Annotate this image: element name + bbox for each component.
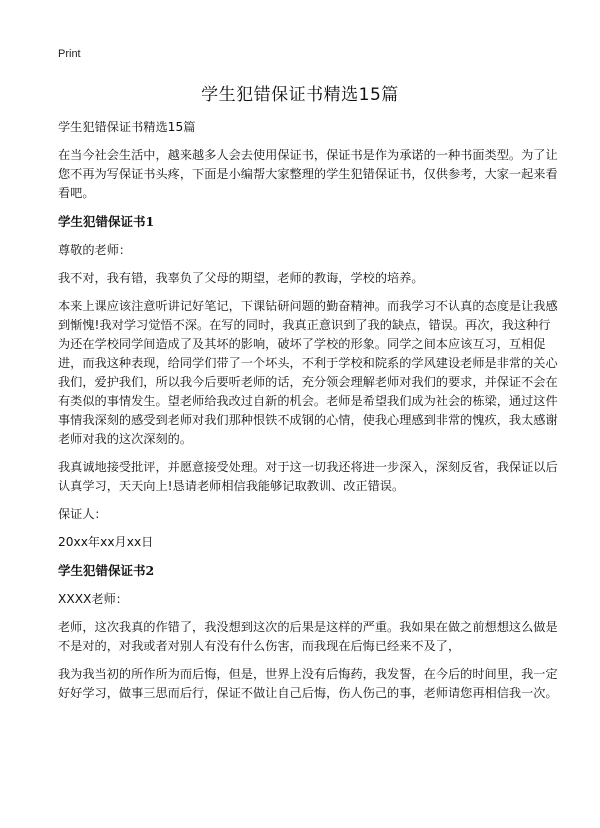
print-label[interactable]: Print [58,48,81,60]
page-title: 学生犯错保证书精选15篇 [201,85,399,105]
section-2-paragraph-2: 我为我当初的所作所为而后悔，但是，世界上没有后悔药，我发誓，在今后的时间里，我一定好好学习，做事三思而后行，保证不做让自己后悔，伤人伤己的事，老师请您再相信我一次。 [58,667,558,700]
intro-paragraph: 在当今社会生活中，越来越多人会去使用保证书，保证书是作为承诺的一种书面类型。为了让您不再为写保证书头疼，下面是小编帮大家整理的学生犯错保证书，仅供参考，大家一起来看看吧。 [58,148,558,200]
section-1-paragraph-3: 我真诚地接受批评，并愿意接受处理。对于这一切我还将进一步深入，深刻反省，我保证以后认真学习，天天向上!恳请老师相信我能够记取教训、改正错误。 [58,460,558,493]
document-body [58,118,558,712]
doc-subtitle: 学生犯错保证书精选15篇 [58,120,196,134]
section-1-paragraph-2: 本来上课应该注意听讲记好笔记，下课钻研问题的勤奋精神。而我学习不认真的态度是让我感到惭愧!我对学习觉悟不深。在写的同时，我真正意识到了我的缺点，错误。再次，我这种行为还在学校同学间造成了及其坏的影响，破坏了学校的形象。同学之间本应该互习，互相促进，而我这种表现，给同学们带了一个坏头，不利于学校和院系的学风建设老师是非常的关心我们，爱护我们，所以我今后要听老师的话，充分领会理解老师对我们的要求，并保证不会在有类似的事情发生。望老师给我改过自新的机会。老师是希望我们成为社会的栋梁，通过这件事情我深刻的感受到老师对我们那种恨铁不成钢的心情，使我心理感到非常的愧疚，我太感谢老师对我的这次深刻的。 [58,299,558,446]
section-2-heading: 学生犯错保证书2 [58,563,155,578]
section-1-paragraph-1: 我不对，我有错，我辜负了父母的期望，老师的教诲，学校的培养。 [58,271,424,285]
section-1-salutation: 尊敬的老师： [58,243,132,257]
section-2-salutation: XXXX老师： [58,592,128,606]
section-1-signer: 保证人： [58,507,107,521]
section-1-heading: 学生犯错保证书1 [58,214,155,229]
section-1-date: 20xx年xx月xx日 [58,535,154,549]
section-2-paragraph-1: 老师，这次我真的作错了，我没想到这次的后果是这样的严重。我如果在做之前想想这么做是不是对的，对我或者对别人有没有什么伤害，而我现在后悔已经来不及了， [58,620,558,653]
